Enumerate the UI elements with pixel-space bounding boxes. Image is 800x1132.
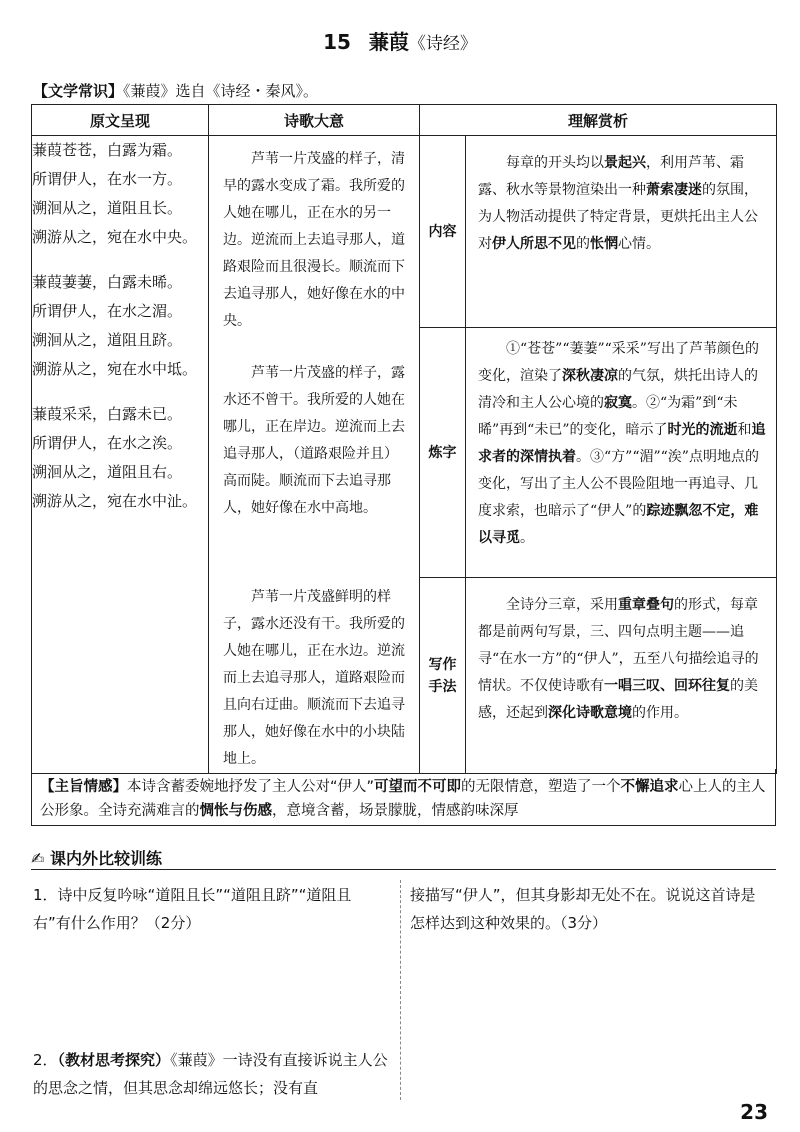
meaning-stanza-3: 芦苇一片茂盛鲜明的样子，露水还没有干。我所爱的人她在哪儿，正在水边。逆流而上去追寻那人，道路艰险而且向右迂曲。顺流而下去追寻那人，她好像在水中的小块陆地上。	[223, 589, 405, 767]
page-title	[0, 26, 800, 55]
wording-analysis: ①“苍苍”“萋萋”“采采”写出了芦苇颜色的变化，渲染了深秋凄凉的气氛，烘托出诗人的清冷和主人公心境的寂寞。②“为霜”到“未晞”再到“未已”的变化，暗示了时光的流逝和追求者的深情执着。③“方”“湄”“涘”点明地点的变化，写出了主人公不畏险阻地一再追寻、几度求索，也暗示了“伊人”的踪迹飘忽不定，难以寻觅。	[478, 341, 766, 546]
content-cell	[466, 136, 777, 328]
poem-line: 蒹葭采采，白露未已。	[32, 405, 183, 423]
page-number: 23	[740, 1100, 768, 1124]
pen-icon: ✍	[31, 849, 45, 868]
label-content: 内容	[420, 136, 466, 328]
question-1: 1．诗中反复吟咏“道阻且长”“道阻且跻”“道阻且右”有什么作用？（2分）	[33, 886, 352, 932]
poem-line: 所谓伊人，在水之涘。	[32, 434, 183, 452]
literary-knowledge	[33, 80, 318, 101]
meaning-stanza-2: 芦苇一片茂盛的样子，露水还不曾干。我所爱的人她在哪儿，正在岸边。逆流而上去追寻那人，（道路艰险并且）高而陡。顺流而下去追寻那人，她好像在水中高地。	[223, 365, 405, 516]
poem-line: 蒹葭苍苍，白露为霜。	[32, 141, 183, 159]
label-wording: 炼字	[420, 328, 466, 578]
poem-line: 所谓伊人，在水之湄。	[32, 302, 183, 320]
header-meaning: 诗歌大意	[209, 105, 420, 136]
poem-table	[31, 104, 777, 774]
column-divider	[400, 880, 401, 1100]
stanza	[32, 268, 208, 384]
poem-line: 蒹葭萋萋，白露未晞。	[32, 273, 183, 291]
question-tag: （教材思考探究）	[57, 1051, 171, 1069]
poem-line: 溯洄从之，道阻且跻。	[32, 331, 183, 349]
poem-line: 溯洄从之，道阻且长。	[32, 199, 183, 217]
theme-box: 【主旨情感】本诗含蓄委婉地抒发了主人公对“伊人”可望而不可即的无限情意，塑造了一个不懈追求心上人的主人公形象。全诗充满难言的惆怅与伤感，意境含蓄，场景朦胧，情感韵味深厚	[31, 769, 776, 826]
wording-cell	[466, 328, 777, 578]
lesson-number: 15	[323, 30, 351, 54]
technique-analysis: 全诗分三章，采用重章叠句的形式，每章都是前两句写景，三、四句点明主题——追寻“在水一方”的“伊人”，五至八句描绘追寻的情状。不仅使诗歌有一唱三叹、回环往复的美感，还起到深化诗歌意境的作用。	[478, 597, 759, 721]
poem-meaning	[209, 136, 420, 774]
poem-line: 溯游从之，宛在水中坻。	[32, 360, 198, 378]
poem-line: 溯洄从之，道阻且右。	[32, 463, 183, 481]
section-divider	[31, 869, 776, 870]
poem-source: 《诗经》	[408, 34, 477, 54]
theme-label: 【主旨情感】	[40, 779, 127, 795]
knowledge-text: 《蒹葭》选自《诗经・秦风》。	[123, 82, 319, 100]
section-title: 课内外比较训练	[49, 849, 162, 868]
section-heading	[31, 846, 162, 869]
stanza	[32, 136, 208, 252]
header-original: 原文呈现	[32, 105, 209, 136]
original-text	[32, 136, 209, 774]
poem-name: 蒹葭	[368, 30, 409, 54]
poem-line: 溯游从之，宛在水中央。	[32, 228, 198, 246]
poem-line: 溯游从之，宛在水中沚。	[32, 492, 198, 510]
label-technique: 写作 手法	[420, 578, 466, 774]
question-2-continued: 接描写“伊人”，但其身影却无处不在。说说这首诗是怎样达到这种效果的。（3分）	[410, 886, 756, 932]
knowledge-label: 【文学常识】	[33, 82, 124, 100]
meaning-stanza-1: 芦苇一片茂盛的样子，清早的露水变成了霜。我所爱的人她在哪儿，正在水的另一边。逆流而上去追寻那人，道路艰险而且很漫长。顺流而下去追寻那人，她好像在水的中央。	[223, 151, 405, 329]
content-analysis: 每章的开头均以景起兴，利用芦苇、霜露、秋水等景物渲染出一种萧索凄迷的氛围，为人物活动提供了特定背景，更烘托出主人公对伊人所思不见的怅惘心情。	[478, 155, 758, 252]
question-2: 2．（教材思考探究）《蒹葭》一诗没有直接诉说主人公的思念之情，但其思念却绵远悠长；没有直	[33, 1051, 388, 1097]
header-analysis: 理解赏析	[420, 105, 777, 136]
technique-cell	[466, 578, 777, 774]
poem-line: 所谓伊人，在水一方。	[32, 170, 183, 188]
stanza	[32, 400, 208, 516]
